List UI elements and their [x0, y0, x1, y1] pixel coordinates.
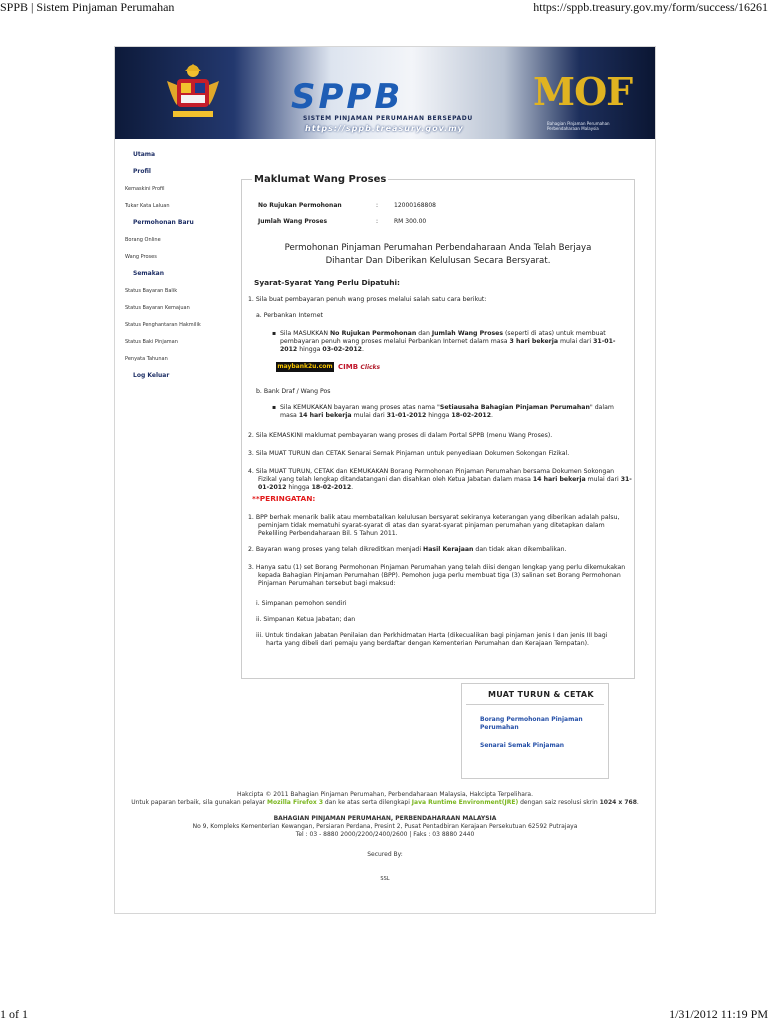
muat-turun-title: MUAT TURUN & CETAK	[488, 690, 594, 699]
cimb-text: CIMB	[338, 363, 359, 371]
colon: :	[376, 218, 379, 225]
text: .	[351, 484, 354, 491]
sppb-logo-url: https://sppb.treasury.gov.my	[305, 124, 464, 133]
text: " dalam masa	[280, 404, 614, 419]
text: (seperti di atas) untuk membuat pembayaran penuh wang proses melalui Perbankan Internet dalam masa	[280, 330, 606, 345]
divider	[466, 704, 604, 705]
text-bold: 31-01-2012	[280, 338, 616, 353]
sidebar-item-status-penghantaran-hakmilik[interactable]: Status Penghantaran Hakmilik	[125, 322, 201, 328]
panel-title: Maklumat Wang Proses	[254, 174, 387, 185]
sidebar-item-permohonan-baru[interactable]: Permohonan Baru	[133, 219, 194, 226]
text: 4. Sila MUAT TURUN, CETAK dan KEMUKAKAN Borang Permohonan Pinjaman Perumahan bersama Dokumen Sokongan Fizikal yang telah lengkap ditandatangani dan disahkan oleh Ketua Jabatan dalam masa	[248, 468, 615, 483]
success-line-1: Permohonan Pinjaman Perumahan Perbendaharaan Anda Telah Berjaya	[284, 243, 592, 253]
text: mulai dari	[351, 412, 387, 419]
header-banner	[115, 47, 655, 139]
print-datetime: 1/31/2012 11:19 PM	[669, 1007, 768, 1021]
syarat-item-1b-detail	[280, 404, 618, 420]
text: Sila MASUKKAN	[280, 330, 330, 337]
text: .	[361, 346, 364, 353]
text-bold: 14 hari bekerja	[298, 412, 352, 419]
mof-subtitle: Bahagian Pinjaman Perumahan Perbendaharaan Malaysia	[547, 121, 610, 131]
text-bold: 3 hari bekerja	[509, 338, 559, 345]
sidebar-item-borang-online[interactable]: Borang Online	[125, 237, 161, 243]
text-bold: Hasil Kerajaan	[423, 546, 474, 553]
syarat-item-1a-detail	[280, 330, 618, 354]
senarai-semak-link[interactable]: Senarai Semak Pinjaman	[480, 742, 565, 749]
text: hingga	[297, 346, 323, 353]
mof-logo: MOF	[533, 69, 633, 114]
sidebar-item-semakan[interactable]: Semakan	[133, 270, 165, 277]
sidebar-item-penyata-tahunan[interactable]: Penyata Tahunan	[125, 356, 168, 362]
text: 2. Bayaran wang proses yang telah dikreditkan menjadi	[248, 546, 424, 553]
sidebar-item-log-keluar[interactable]: Log Keluar	[133, 372, 170, 379]
text: .	[636, 799, 639, 806]
ssl-badge: SSL	[380, 876, 390, 882]
no-rujukan-value: 12000168808	[394, 202, 436, 209]
text: hingga	[426, 412, 452, 419]
syarat-item-2: 2. Sila KEMASKINI maklumat pembayaran wang proses di dalam Portal SPPB (menu Wang Proses).	[248, 432, 553, 439]
print-header-title: SPPB | Sistem Pinjaman Perumahan	[0, 0, 175, 14]
copyright-text: Hakcipta © 2011 Bahagian Pinjaman Perumahan, Perbendaharaan Malaysia, Hakcipta Terpelihara.	[236, 791, 534, 798]
cimb-clicks-logo[interactable]	[338, 362, 380, 373]
sidebar-item-utama[interactable]: Utama	[133, 151, 156, 158]
text-bold: Jumlah Wang Proses	[431, 330, 504, 337]
sidebar-item-profil[interactable]: Profil	[133, 168, 151, 175]
site-footer	[115, 791, 655, 883]
text: dan	[416, 330, 432, 337]
no-rujukan-label: No Rujukan Permohonan	[258, 202, 342, 209]
jumlah-value: RM 300.00	[394, 218, 427, 225]
firefox-link[interactable]: Mozilla Firefox 3	[267, 799, 323, 806]
text: dan tidak akan dikembalikan.	[473, 546, 567, 553]
syarat-item-1a: a. Perbankan Internet	[256, 312, 323, 319]
secured-by: Secured By:	[367, 851, 403, 858]
text: mulai dari	[585, 476, 621, 483]
text: .	[491, 412, 493, 419]
text: dengan saiz resolusi skrin	[518, 799, 600, 806]
print-header-url: https://sppb.treasury.gov.my/form/success/16261	[533, 0, 768, 14]
text: Untuk paparan terbaik, sila gunakan pelayar	[131, 799, 268, 806]
org-contact: Tel : 03 - 8880 2000/2200/2400/2600 | Faks : 03 8880 2440	[295, 831, 475, 838]
peringatan-item-1: 1. BPP berhak menarik balik atau membatalkan kelulusan bersyarat sekiranya keterangan yang diberikan adalah palsu, peminjam tidak mematuhi syarat-syarat di atas dan syarat-syarat pinjaman perumahan yang ditetapkan dalam Pekeliling Perbendaharaan Bil. 5 Tahun 2011.	[248, 514, 620, 537]
text-bold: 31-01-2012	[386, 412, 427, 419]
text: Sila KEMUKAKAN bayaran wang proses atas nama "	[280, 404, 440, 411]
text-bold: 31-01-2012	[258, 476, 632, 491]
print-header	[0, 0, 768, 18]
muat-turun-cetak-box	[461, 683, 609, 779]
text-bold: No Rujukan Permohonan	[330, 330, 417, 337]
peringatan-item-3-ii: ii. Simpanan Ketua Jabatan; dan	[256, 616, 356, 623]
syarat-item-1b: b. Bank Draf / Wang Pos	[256, 388, 331, 395]
sidebar-item-status-baki-pinjaman[interactable]: Status Baki Pinjaman	[125, 339, 178, 345]
org-name: BAHAGIAN PINJAMAN PERUMAHAN, PERBENDAHARAAN MALAYSIA	[273, 815, 497, 822]
peringatan-item-2	[248, 546, 628, 554]
clicks-text: Clicks	[360, 364, 381, 371]
peringatan-item-3-i: i. Simpanan pemohon sendiri	[256, 600, 347, 607]
success-message	[262, 242, 614, 268]
text-bold: 1024 x 768	[599, 799, 637, 806]
sidebar-item-kemaskini-profil[interactable]: Kemaskini Profil	[125, 186, 165, 192]
peringatan-item-3: 3. Hanya satu (1) set Borang Permohonan Pinjaman Perumahan yang telah diisi dengan lengkap yang perlu dikemukakan kepada Bahagian Pinjaman Perumahan (BPP). Pemohon juga perlu membuat tiga (3) salinan set Borang Permohonan Pinjaman Perumahan tersebut bagi maksud:	[248, 564, 626, 587]
peringatan-title: **PERINGATAN:	[252, 494, 316, 503]
text: hingga	[286, 484, 312, 491]
syarat-title: Syarat-Syarat Yang Perlu Dipatuhi:	[254, 278, 400, 287]
text: dan ke atas serta dilengkapi	[323, 799, 412, 806]
text-bold: 18-02-2012	[451, 412, 492, 419]
success-line-2: Dihantar Dan Diberikan Kelulusan Secara Bersyarat.	[325, 256, 551, 266]
browser-notice	[115, 799, 655, 807]
sidebar-item-tukar-kata-laluan[interactable]: Tukar Kata Laluan	[125, 203, 170, 209]
sppb-logo	[291, 75, 481, 135]
sidebar-item-wang-proses[interactable]: Wang Proses	[125, 254, 157, 260]
print-page-number: 1 of 1	[0, 1007, 28, 1021]
org-address: No 9, Kompleks Kementerian Kewangan, Persiaran Perdana, Presint 2, Pusat Pentadbiran Kerajaan Persekutuan 62592 Putrajaya	[192, 823, 578, 830]
peringatan-item-3-iii: iii. Untuk tindakan Jabatan Penilaian dan Perkhidmatan Harta (dikecualikan bagi pinjaman jenis I dan jenis III bagi harta yang dibeli dari pemaju yang berdaftar dengan Kementerian Perumahan dan Kerajaan Tempatan).	[256, 632, 608, 647]
sidebar-item-status-bayaran-balik[interactable]: Status Bayaran Balik	[125, 288, 178, 294]
maybank2u-logo[interactable]: maybank2u.com	[277, 363, 333, 370]
text-bold: Setiausaha Bahagian Pinjaman Perumahan	[439, 404, 590, 411]
borang-permohonan-link[interactable]: Borang Permohonan Pinjaman Perumahan	[480, 716, 583, 731]
jre-link[interactable]: Java Runtime Environment(JRE)	[411, 799, 519, 806]
maklumat-wang-proses-panel	[241, 174, 635, 679]
jumlah-label: Jumlah Wang Proses	[258, 218, 328, 225]
text-bold: 03-02-2012	[322, 346, 362, 353]
text-bold: 18-02-2012	[311, 484, 352, 491]
text-bold: 14 hari bekerja	[532, 476, 586, 483]
sppb-logo-text: SPPB	[291, 77, 404, 117]
malaysia-crest-icon	[163, 61, 223, 123]
sidebar-menu	[115, 151, 233, 389]
sppb-logo-subtitle: SISTEM PINJAMAN PERUMAHAN BERSEPADU	[303, 115, 473, 122]
page-container	[114, 46, 656, 914]
syarat-item-3: 3. Sila MUAT TURUN dan CETAK Senarai Semak Pinjaman untuk penyediaan Dokumen Sokongan Fizikal.	[248, 450, 570, 457]
sidebar-item-status-bayaran-kemajuan[interactable]: Status Bayaran Kemajuan	[125, 305, 190, 311]
syarat-item-1: 1. Sila buat pembayaran penuh wang proses melalui salah satu cara berikut:	[248, 296, 487, 303]
text: mulai dari	[558, 338, 594, 345]
colon: :	[376, 202, 379, 209]
syarat-item-4	[248, 468, 634, 492]
print-footer	[0, 1006, 768, 1024]
